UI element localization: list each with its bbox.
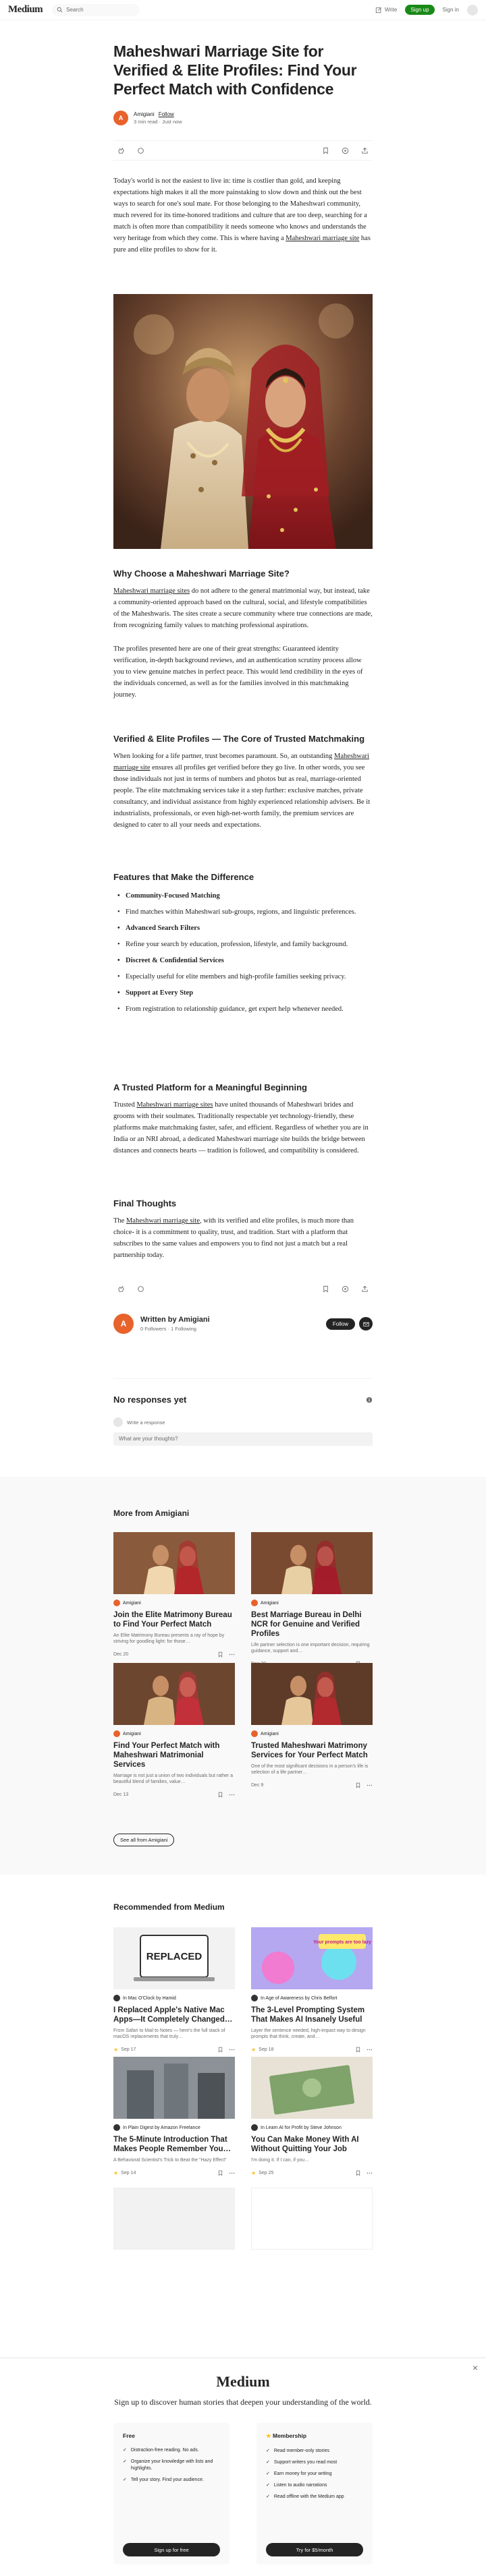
- check-icon: ✓: [123, 2459, 127, 2464]
- clap-icon[interactable]: [117, 147, 125, 154]
- final-heading: Final Thoughts: [113, 1198, 177, 1208]
- bookmark-icon[interactable]: [217, 1792, 223, 1798]
- article-action-bar: [113, 140, 373, 160]
- followers-count[interactable]: 0 Followers: [140, 1326, 167, 1332]
- feature-item: • Support at Every Step: [113, 988, 373, 999]
- star-icon: ★: [266, 2432, 271, 2439]
- recommended-card[interactable]: [251, 2057, 373, 2176]
- card-date: Sep 18: [259, 2047, 274, 2052]
- star-icon: ★: [113, 2170, 119, 2176]
- membership-plan-card: [256, 2423, 373, 2565]
- card-author[interactable]: Amigiani: [113, 1600, 235, 1606]
- free-plan-item: ✓ Tell your story. Find your audience.: [123, 2478, 204, 2482]
- why-section: [113, 568, 373, 701]
- couple-thumbnail: [251, 1532, 373, 1594]
- membership-item: ✓ Listen to audio narrations: [266, 2483, 327, 2488]
- features-heading: Features that Make the Difference: [113, 872, 254, 882]
- more-from-content: [113, 1508, 373, 1519]
- card-author[interactable]: Amigiani: [113, 1730, 235, 1737]
- read-time: 3 min read: [134, 119, 158, 125]
- separator: ·: [159, 119, 161, 125]
- card-date: Dec 20: [113, 1652, 129, 1657]
- responses-heading: No responses yet: [113, 1395, 187, 1405]
- bottom-action-bar: [113, 1279, 373, 1299]
- response-avatar: [113, 1417, 123, 1427]
- final-link[interactable]: Maheshwari marriage site: [126, 1217, 200, 1225]
- free-plan-item: ✓ Organize your knowledge with lists and highlights.: [123, 2459, 213, 2471]
- bookmark-icon[interactable]: [355, 2170, 361, 2176]
- card-date: Sep 14: [121, 2171, 136, 2175]
- check-icon: ✓: [266, 2494, 270, 2499]
- prompt-thumbnail: [251, 1927, 373, 1989]
- author-name[interactable]: Amigiani: [134, 111, 155, 117]
- feature-item: • Find matches within Maheshwari sub-groups, regions, and linguistic preferences.: [113, 907, 373, 918]
- feature-item: • Refine your search by education, profession, lifestyle, and family background.: [113, 939, 373, 950]
- hero-image: [113, 294, 373, 549]
- feature-item: • Especially useful for elite members and high-profile families seeking privacy.: [113, 972, 373, 983]
- trusted-section: [113, 1082, 373, 1157]
- bookmark-icon[interactable]: [217, 2170, 223, 2176]
- listen-icon[interactable]: [342, 1285, 349, 1293]
- card-description: I'm doing it. If I can, if you…: [251, 2158, 310, 2163]
- feature-item: • Discreet & Confidential Services: [113, 956, 373, 966]
- follow-author-button[interactable]: Follow: [326, 1318, 355, 1330]
- write-label: Write: [384, 7, 398, 13]
- feature-item: • Community-Focused Matching: [113, 891, 373, 902]
- author-avatar: [113, 2124, 120, 2131]
- more-icon[interactable]: [367, 2047, 373, 2053]
- features-list: [113, 891, 373, 1015]
- publish-date: Just now: [162, 119, 182, 125]
- avatar-placeholder[interactable]: [467, 5, 478, 16]
- card-title[interactable]: Join the Elite Matrimony Bureau to Find Your Perfect Match: [113, 1611, 232, 1629]
- bookmark-icon[interactable]: [322, 147, 329, 154]
- search-input[interactable]: [52, 4, 140, 16]
- verified-heading: Verified & Elite Profiles — The Core of Trusted Matchmaking: [113, 734, 365, 744]
- card-date: Sep 25: [259, 2171, 274, 2175]
- check-icon: ✓: [266, 2471, 270, 2476]
- info-icon[interactable]: [366, 1397, 373, 1403]
- card-author[interactable]: In Age of Awareness by Chris Belfort: [251, 1995, 373, 2001]
- written-by[interactable]: Written by Amigiani: [140, 1316, 210, 1324]
- card-description: One of the most significant decisions in a person's life is selection of a life partner…: [251, 1764, 369, 1775]
- see-all-container: [113, 1833, 373, 1846]
- check-icon: ✓: [266, 2449, 270, 2453]
- intro-paragraph: Today's world is not the easiest to live in: time is costlier than gold, and keeping expectations high makes it all the more painstaking to slow down and think out the best ways to search for one's soul mate. For those belonging to the Maheshwari community, much revered for its time-honored traditions and culture that are too deep, searching for a match is often more than compatibility it needs someone who knows and understands the very heritage from which they come. This is where having a Maheshwari marriage site has pure and elite profiles to show for it.: [113, 177, 371, 254]
- more-from-card[interactable]: [113, 1532, 235, 1658]
- sign-in-link[interactable]: Sign in: [442, 7, 459, 13]
- clap-icon[interactable]: [117, 1285, 125, 1293]
- star-icon: ★: [251, 2170, 256, 2176]
- bookmark-icon[interactable]: [355, 1782, 361, 1788]
- thumb-text: Your prompts are too lazy: [313, 1940, 371, 1945]
- bookmark-icon[interactable]: [322, 1285, 329, 1293]
- close-icon[interactable]: ×: [472, 2362, 478, 2373]
- final-paragraph: The Maheshwari marriage site, with its verified and elite profiles, is much more than choice- it is a commitment to quality, trust, and tradition. Start with a platform that subscribes to the same values and empowers you to find not just a match but a real partnership today.: [113, 1217, 354, 1259]
- membership-button[interactable]: Try for $5/month: [266, 2543, 363, 2556]
- membership-item: ✓ Earn money for your writing: [266, 2471, 332, 2476]
- star-icon: ★: [113, 2047, 119, 2053]
- card-author[interactable]: In Mac O'Clock by Hamid: [113, 1995, 235, 2001]
- more-from-section: [0, 1477, 486, 1875]
- author-avatar: [251, 2124, 258, 2131]
- card-author[interactable]: Amigiani: [251, 1730, 373, 1737]
- card-description: Layer the sentence needed, high-impact way to design prompts that think, create, and…: [251, 2028, 366, 2039]
- more-from-card[interactable]: [251, 1532, 373, 1667]
- recommended-card[interactable]: [113, 1927, 235, 2053]
- feature-item: • From registration to relationship guidance, get expert help whenever needed.: [113, 1004, 373, 1015]
- signup-overlay: [0, 2358, 486, 2576]
- card-description: A Behavioral Scientist's Trick to Beat the "Hazy Effect": [113, 2158, 227, 2163]
- card-description: Marriage is not just a union of two individuals but rather a beautiful blend of families, value…: [113, 1774, 234, 1784]
- more-icon[interactable]: [367, 1782, 373, 1788]
- card-title[interactable]: Trusted Maheshwari Matrimony Services for Your Perfect Match: [251, 1742, 368, 1759]
- author-avatar: [251, 1600, 258, 1606]
- couple-thumbnail: [113, 1532, 235, 1594]
- author-avatar[interactable]: A: [113, 111, 128, 125]
- more-icon[interactable]: [229, 2047, 235, 2053]
- recommended-chart-partial[interactable]: [251, 2188, 373, 2250]
- see-all-button[interactable]: See all from Amigiani: [113, 1834, 174, 1846]
- card-date: Dec 13: [113, 1792, 129, 1797]
- why-paragraph-2: The profiles presented here are one of their great strengths: Guaranteed identity verification, in-depth background reviews, and an authentication scrutiny process allow you to view genuine matches in perfect peace. This would lend credibility in the eyes of the individuals concerned, as well as for the families involved in this matchmaking journey.: [113, 645, 363, 699]
- more-icon[interactable]: [367, 2170, 373, 2176]
- card-title[interactable]: The 3-Level Prompting System That Makes AI Insanely Useful: [251, 2006, 365, 2024]
- share-icon[interactable]: [361, 1285, 369, 1293]
- bookmark-icon[interactable]: [217, 1651, 223, 1658]
- check-icon: ✓: [123, 2478, 127, 2482]
- recommended-header: [113, 1902, 373, 1913]
- couple-thumbnail: [113, 1663, 235, 1725]
- more-icon[interactable]: [229, 1651, 235, 1658]
- author-avatar: [251, 1730, 258, 1737]
- feature-item: • Advanced Search Filters: [113, 923, 373, 934]
- couple-photo: [113, 294, 373, 549]
- why-paragraph-1: Maheshwari marriage sites do not adhere to the general matrimonial way, but instead, take a community-oriented approach based on the cultural, social, and lifestyle compatibilities of the Maheshwaris. The sites create a secure community where true connections are made, from recognizing family values to matching professional aspirations.: [113, 587, 373, 629]
- why-link[interactable]: Maheshwari marriage sites: [113, 587, 190, 595]
- couple-thumbnail: [251, 1663, 373, 1725]
- free-plan-title: Free: [123, 2432, 135, 2439]
- listen-icon[interactable]: [342, 147, 349, 154]
- footer-logo: Medium: [216, 2373, 270, 2390]
- membership-item: ✓ Read member-only stories: [266, 2449, 329, 2453]
- card-author[interactable]: Amigiani: [251, 1600, 373, 1606]
- verified-link[interactable]: Maheshwari marriage site: [113, 753, 369, 771]
- bookmark-icon[interactable]: [355, 2047, 361, 2053]
- search-icon: [57, 7, 63, 13]
- byline: [113, 111, 373, 125]
- recommended-card[interactable]: [251, 1927, 373, 2053]
- top-navigation-bar: [0, 0, 486, 20]
- sign-up-free-button[interactable]: Sign up for free: [123, 2543, 220, 2556]
- free-plan-item: ✓ Distraction-free reading. No ads.: [123, 2448, 199, 2453]
- card-title[interactable]: I Replaced Apple's Native Mac Apps—It Completely Changed…: [113, 2006, 233, 2024]
- card-author[interactable]: In Plain Digest by Amazon Freelance: [113, 2124, 235, 2131]
- more-icon[interactable]: [229, 2170, 235, 2176]
- recommended-heading: Recommended from Medium: [113, 1902, 225, 1912]
- more-from-card[interactable]: [113, 1663, 235, 1798]
- recommended-card[interactable]: [113, 2057, 235, 2176]
- author-card-avatar[interactable]: A: [113, 1314, 134, 1334]
- intro-link[interactable]: Maheshwari marriage site: [286, 235, 360, 242]
- trusted-link[interactable]: Maheshwari marriage sites: [136, 1101, 213, 1109]
- money-thumbnail: [251, 2057, 373, 2119]
- sign-up-button[interactable]: Sign up: [405, 5, 434, 15]
- card-author[interactable]: In Learn AI for Profit by Steve Johnson: [251, 2124, 373, 2131]
- more-icon[interactable]: [229, 1792, 235, 1798]
- comment-icon[interactable]: [137, 147, 144, 154]
- author-avatar: [251, 1995, 258, 2001]
- check-icon: ✓: [123, 2448, 127, 2453]
- write-icon: [375, 7, 382, 13]
- thumb-text: REPLACED: [146, 1951, 202, 1962]
- membership-title: ★ Membership: [266, 2432, 307, 2439]
- author-avatar: [113, 1600, 120, 1606]
- card-title[interactable]: You Can Make Money With AI Without Quitting Your Job: [251, 2136, 359, 2153]
- card-title[interactable]: Best Marriage Bureau in Delhi NCR for Genuine and Verified Profiles: [251, 1611, 362, 1638]
- response-input[interactable]: What are your thoughts?: [113, 1432, 373, 1446]
- card-title[interactable]: The 5-Minute Introduction That Makes People Remember You…: [113, 2136, 232, 2153]
- check-icon: ✓: [266, 2483, 270, 2488]
- trusted-heading: A Trusted Platform for a Meaningful Beginning: [113, 1082, 307, 1092]
- mac-thumbnail: [113, 1927, 235, 1989]
- membership-item: ✓ Support writers you read most: [266, 2460, 338, 2465]
- follow-link[interactable]: Follow: [158, 111, 174, 117]
- check-icon: ✓: [266, 2460, 270, 2465]
- write-button[interactable]: [375, 7, 398, 13]
- membership-item: ✓ Read offline with the Medium app: [266, 2494, 344, 2499]
- article-body-intro: [113, 175, 373, 256]
- more-from-heading: More from Amigiani: [113, 1509, 190, 1518]
- article-title: Maheshwari Marriage Site for Verified & Elite Profiles: Find Your Perfect Match with Confidence: [113, 42, 357, 98]
- star-icon: ★: [251, 2047, 256, 2053]
- recommended-card-partial[interactable]: [113, 2188, 235, 2250]
- card-description: From Safari to Mail to Notes — here's the full stack of macOS replacements that truly…: [113, 2028, 225, 2039]
- author-avatar: [113, 1730, 120, 1737]
- responses-section: [113, 1378, 373, 1446]
- mail-plus-icon: [363, 1321, 369, 1327]
- following-count[interactable]: 1 Following: [171, 1326, 196, 1332]
- final-section: [113, 1198, 373, 1261]
- medium-logo[interactable]: Medium: [8, 4, 43, 15]
- search-placeholder: Search: [66, 7, 84, 13]
- author-avatar: [113, 1995, 120, 2001]
- card-title[interactable]: Find Your Perfect Match with Maheshwari Matrimonial Services: [113, 1742, 220, 1769]
- author-card: A Written by Amigiani 0 Followers · 1 Following Follow: [113, 1314, 373, 1334]
- card-description: Life partner selection is one important decision, requiring guidance, support and…: [251, 1643, 370, 1653]
- article-header: [113, 42, 373, 98]
- share-icon[interactable]: [361, 147, 369, 154]
- why-heading: Why Choose a Maheshwari Marriage Site?: [113, 568, 290, 579]
- more-from-card[interactable]: [251, 1663, 373, 1788]
- footer-heading: Sign up to discover human stories that deepen your understanding of the world.: [114, 2397, 372, 2407]
- card-date: Sep 17: [121, 2047, 136, 2052]
- subscribe-button[interactable]: [359, 1317, 373, 1330]
- verified-section: [113, 733, 373, 831]
- response-username: Write a response: [127, 1419, 165, 1426]
- card-description: An Elite Matrimony Bureau presents a ray of hope by striving for goodling light: for those…: [113, 1633, 225, 1644]
- free-plan-card: [113, 2423, 230, 2565]
- bookmark-icon[interactable]: [217, 2047, 223, 2053]
- comment-icon[interactable]: [137, 1285, 144, 1293]
- trusted-paragraph: Trusted Maheshwari marriage sites have united thousands of Maheshwari brides and grooms with their soulmates. Traditionally respectable yet technology-friendly, these platforms make matchmaking faster, safer, and efficient. Regardless of whether you are in India or an NRI abroad, a dedicated Maheshwari marriage site builds the bridge between distances and connects hearts — tradition is followed, and compatibility is considered.: [113, 1101, 369, 1154]
- card-date: Dec 9: [251, 1783, 264, 1788]
- people-thumbnail: [113, 2057, 235, 2119]
- verified-paragraph: When looking for a life partner, trust becomes paramount. So, an outstanding Maheshwari marriage site ensures all profiles get verified before they go live. In other words, you see those individuals not just in terms of numbers and photos but as real, marriage-oriented people. The elite matchmaking services take it a step further: exclusive matches, private consultancy, and individual assistance from highly experienced relationship advisers. Be it industrialists, professionals, or even high-net-worth family, the premium services are designed to cater to all your needs and expectations.: [113, 753, 371, 829]
- features-section: [113, 871, 373, 1020]
